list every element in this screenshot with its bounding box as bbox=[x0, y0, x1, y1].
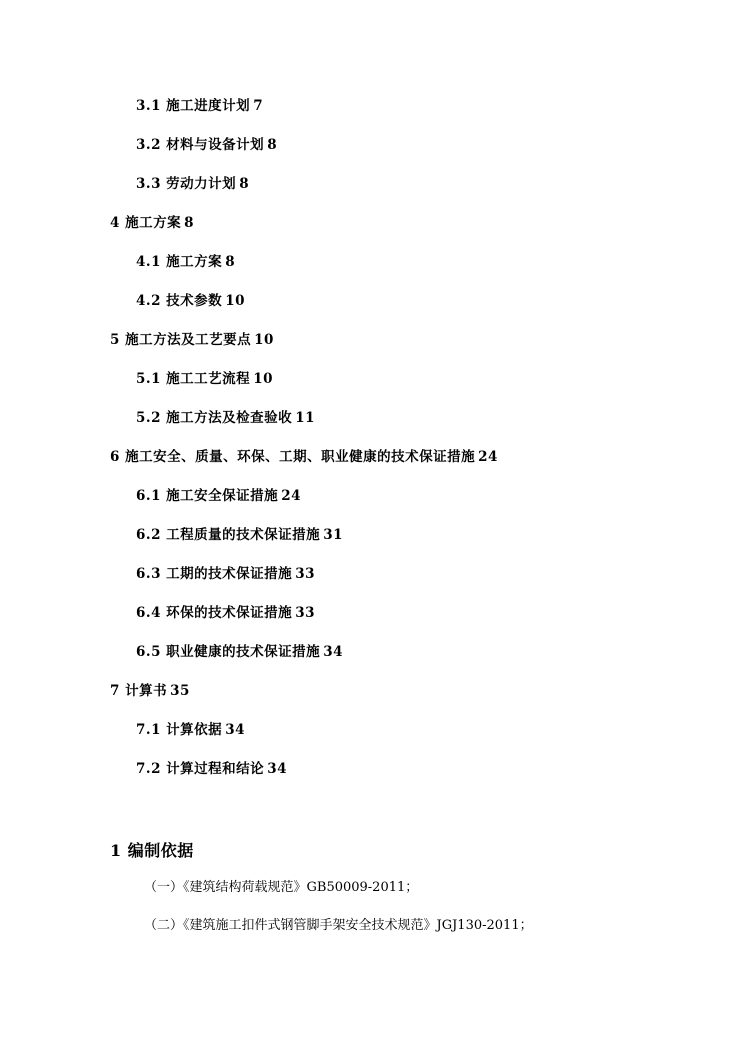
toc-entry-page: 10 bbox=[225, 293, 245, 309]
reference-item: （一）《建筑结构荷载规范》GB50009-2011； bbox=[144, 880, 419, 895]
toc-entry-title: 6.4 环保的技术保证措施 bbox=[136, 605, 293, 621]
toc-entry-title: 3.1 施工进度计划 bbox=[136, 98, 251, 114]
toc-entry[interactable] bbox=[0, 720, 744, 759]
toc-entry[interactable] bbox=[0, 564, 744, 603]
section-heading: 1 编制依据 bbox=[110, 841, 194, 860]
toc-entry-page: 34 bbox=[225, 722, 245, 738]
toc-entry-title: 6.1 施工安全保证措施 bbox=[136, 488, 279, 504]
toc-entry[interactable] bbox=[0, 447, 744, 486]
toc-entry-page: 8 bbox=[239, 176, 250, 192]
toc-entry-page: 34 bbox=[323, 644, 343, 660]
toc-entry-page: 24 bbox=[478, 449, 498, 465]
toc-entry-page: 7 bbox=[253, 98, 264, 114]
reference-list bbox=[144, 878, 734, 954]
toc-entry[interactable] bbox=[0, 642, 744, 681]
toc-entry-title: 7 计算书 bbox=[110, 683, 168, 699]
toc-entry-title: 4.1 施工方案 bbox=[136, 254, 223, 270]
toc-entry-page: 10 bbox=[253, 371, 273, 387]
toc-entry-title: 6 施工安全、质量、环保、工期、职业健康的技术保证措施 bbox=[110, 449, 476, 465]
toc-entry-page: 35 bbox=[170, 683, 190, 699]
toc-entry[interactable] bbox=[0, 330, 744, 369]
toc-entry[interactable] bbox=[0, 174, 744, 213]
toc-entry[interactable] bbox=[0, 681, 744, 720]
toc-entry[interactable] bbox=[0, 603, 744, 642]
toc-entry-title: 4 施工方案 bbox=[110, 215, 182, 231]
toc-entry-title: 5 施工方法及工艺要点 bbox=[110, 332, 252, 348]
toc-entry-page: 24 bbox=[281, 488, 301, 504]
toc-entry-title: 6.5 职业健康的技术保证措施 bbox=[136, 644, 321, 660]
toc-entry-title: 3.3 劳动力计划 bbox=[136, 176, 237, 192]
toc-entry-page: 34 bbox=[267, 761, 287, 777]
toc-entry-title: 6.3 工期的技术保证措施 bbox=[136, 566, 293, 582]
toc-entry-title: 5.2 施工方法及检查验收 bbox=[136, 410, 293, 426]
toc-entry[interactable] bbox=[0, 96, 744, 135]
toc-entry[interactable] bbox=[0, 213, 744, 252]
toc-entry-page: 11 bbox=[295, 410, 315, 426]
toc-entry-title: 6.2 工程质量的技术保证措施 bbox=[136, 527, 321, 543]
toc-entry-page: 10 bbox=[254, 332, 274, 348]
toc-entry-title: 4.2 技术参数 bbox=[136, 293, 223, 309]
toc-entry[interactable] bbox=[0, 291, 744, 330]
toc-entry-page: 33 bbox=[295, 566, 315, 582]
toc-entry[interactable] bbox=[0, 252, 744, 291]
toc-entry[interactable] bbox=[0, 135, 744, 174]
toc-entry-title: 7.2 计算过程和结论 bbox=[136, 761, 265, 777]
toc-entry-page: 33 bbox=[295, 605, 315, 621]
table-of-contents bbox=[0, 96, 744, 798]
toc-entry-page: 8 bbox=[267, 137, 278, 153]
toc-entry-page: 8 bbox=[184, 215, 194, 231]
reference-item: （二）《建筑施工扣件式钢管脚手架安全技术规范》JGJ130-2011； bbox=[144, 918, 533, 933]
toc-entry[interactable] bbox=[0, 759, 744, 798]
toc-entry-title: 3.2 材料与设备计划 bbox=[136, 137, 265, 153]
toc-entry[interactable] bbox=[0, 525, 744, 564]
toc-entry-title: 5.1 施工工艺流程 bbox=[136, 371, 251, 387]
toc-entry[interactable] bbox=[0, 486, 744, 525]
toc-entry[interactable] bbox=[0, 408, 744, 447]
toc-entry[interactable] bbox=[0, 369, 744, 408]
toc-entry-title: 7.1 计算依据 bbox=[136, 722, 223, 738]
toc-entry-page: 8 bbox=[225, 254, 236, 270]
toc-entry-page: 31 bbox=[323, 527, 343, 543]
